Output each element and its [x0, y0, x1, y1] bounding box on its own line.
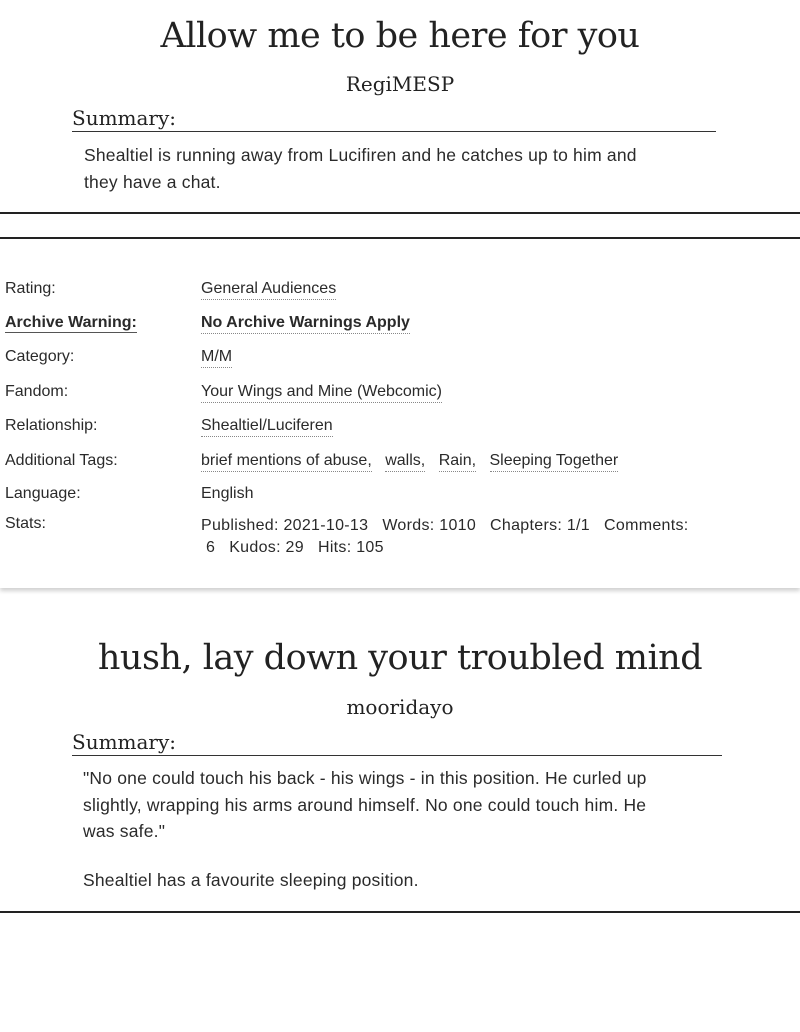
summary-text: [84, 142, 724, 195]
summary-quote-line: slightly, wrapping his arms around himself. No one could touch him. He: [83, 794, 647, 815]
summary-line: Shealtiel is running away from Lucifiren and he catches up to him and: [84, 145, 637, 165]
fandom-tag[interactable]: Your Wings and Mine (Webcomic): [201, 383, 442, 403]
relationship-value: [201, 417, 342, 435]
category-value: [201, 348, 241, 366]
freeform-tag[interactable]: walls,: [385, 452, 425, 472]
stats-label: Stats:: [5, 515, 46, 532]
rating-tag[interactable]: General Audiences: [201, 280, 336, 300]
work-author[interactable]: RegiMESP: [345, 72, 455, 96]
freeform-tag[interactable]: Rain,: [439, 452, 476, 472]
fandom-value: [201, 383, 451, 401]
relationship-label: Relationship:: [5, 417, 98, 434]
tags-label: Additional Tags:: [5, 452, 118, 469]
divider: [0, 911, 800, 913]
relationship-tag[interactable]: Shealtiel/Luciferen: [201, 417, 333, 437]
summary-line: Shealtiel has a favourite sleeping position.: [83, 869, 419, 890]
stat-kudos: Kudos: 29: [229, 539, 304, 556]
summary-line: they have a chat.: [84, 171, 221, 192]
stat-published: Published: 2021-10-13: [201, 517, 369, 534]
rating-label: Rating:: [5, 280, 56, 297]
work-author[interactable]: mooridayo: [346, 695, 454, 719]
category-tag[interactable]: M/M: [201, 348, 232, 368]
stat-hits: Hits: 105: [317, 539, 384, 556]
summary-heading: Summary:: [72, 106, 716, 132]
language-label: Language:: [5, 485, 81, 502]
stat-comments-value: 6: [206, 539, 216, 556]
category-label: Category:: [5, 348, 75, 365]
warning-value: [201, 314, 419, 332]
divider: [0, 237, 800, 239]
work-title[interactable]: hush, lay down your troubled mind: [97, 638, 703, 678]
warning-label[interactable]: Archive Warning:: [5, 314, 137, 331]
freeform-tag[interactable]: brief mentions of abuse,: [201, 452, 372, 472]
warning-tag[interactable]: No Archive Warnings Apply: [201, 314, 410, 334]
divider: [0, 212, 800, 214]
stat-words: Words: 1010: [382, 517, 477, 534]
summary-quote-line: "No one could touch his back - his wings - in this position. He curled up: [83, 768, 647, 788]
freeform-tag[interactable]: Sleeping Together: [490, 452, 619, 472]
fandom-label: Fandom:: [5, 383, 69, 400]
stats-values: [201, 515, 771, 559]
summary-quote-line: was safe.": [83, 821, 166, 841]
work-title[interactable]: Allow me to be here for you: [160, 16, 640, 56]
work-meta: [0, 239, 800, 588]
rating-value: [201, 280, 345, 298]
summary-text: [83, 765, 763, 893]
stat-comments-label: Comments:: [604, 517, 689, 534]
summary-heading: Summary:: [72, 730, 722, 756]
language-value: English: [201, 485, 254, 502]
stat-chapters: Chapters: 1/1: [490, 517, 591, 534]
tags-value: [201, 452, 627, 470]
